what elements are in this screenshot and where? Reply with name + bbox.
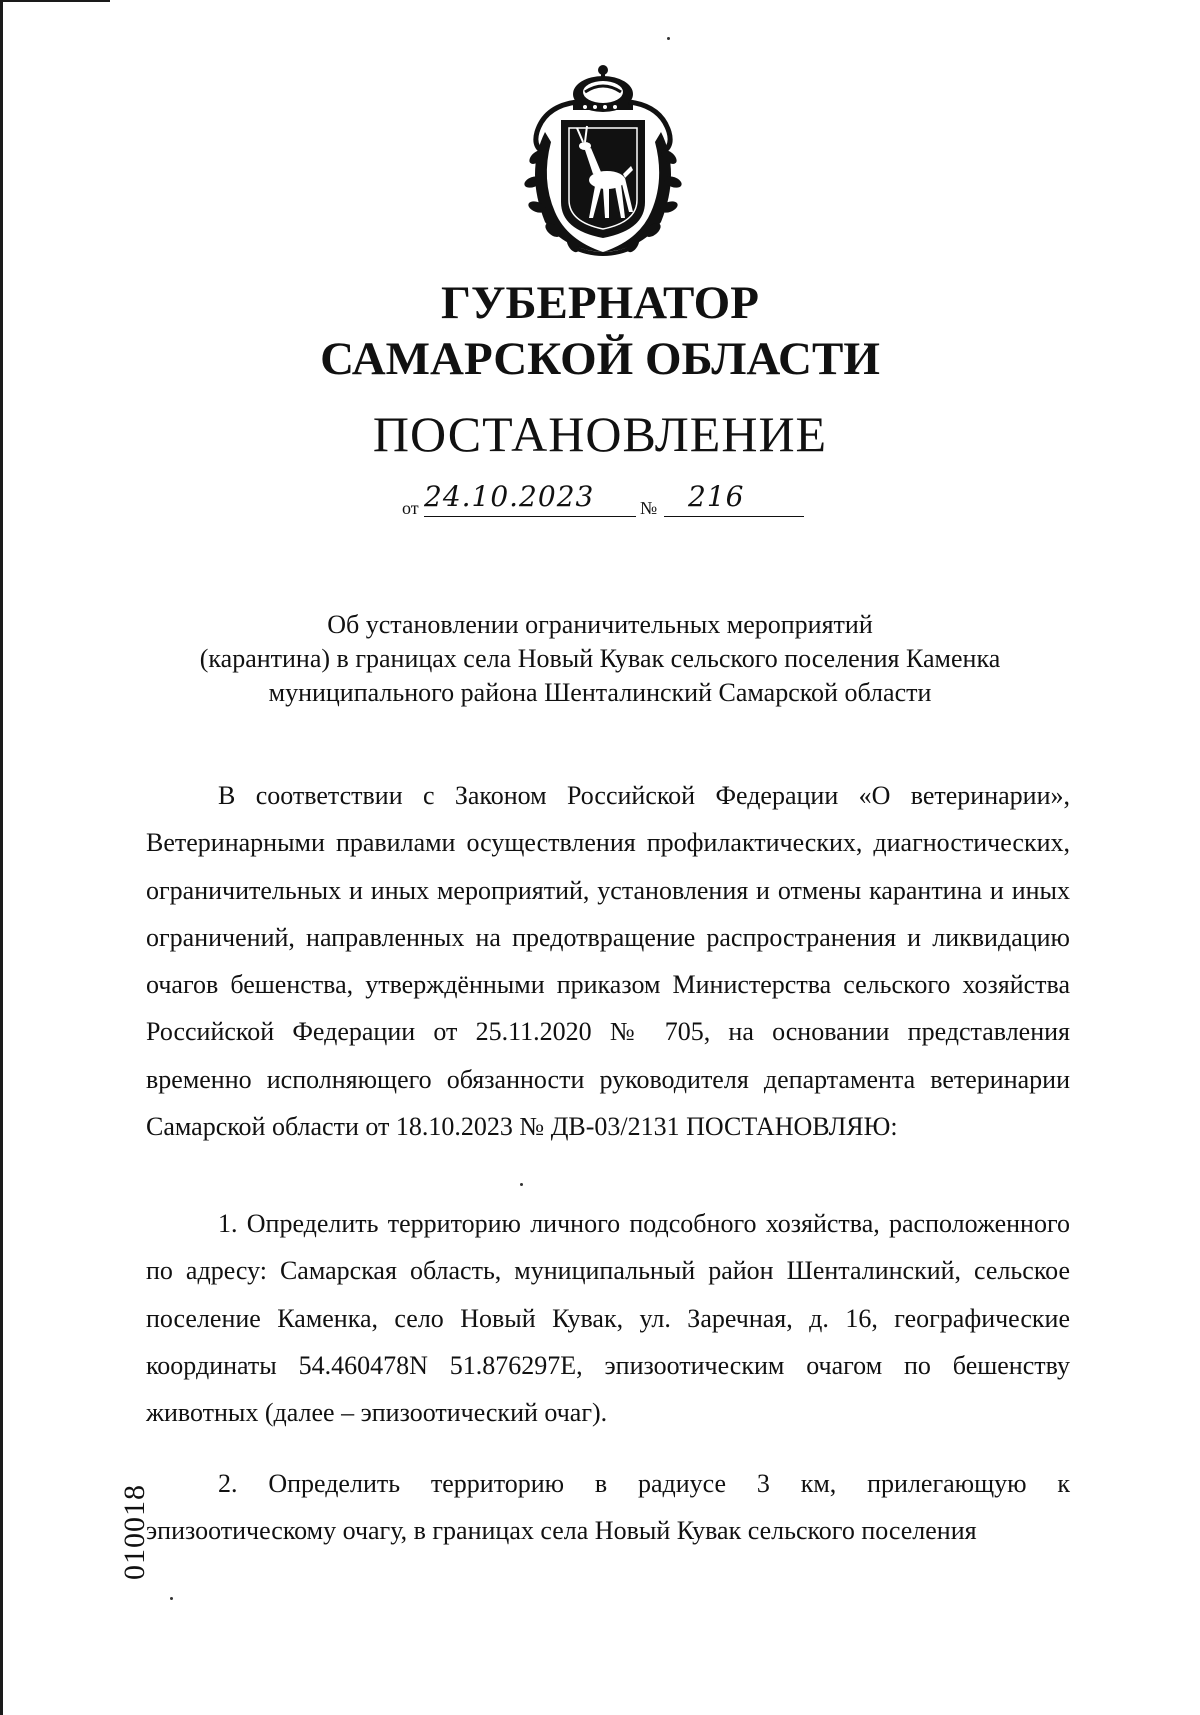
crown-icon xyxy=(573,65,633,112)
date-label: от xyxy=(402,498,419,518)
preamble-paragraph xyxy=(146,772,1070,1150)
scan-speck xyxy=(667,37,670,40)
document-type: ПОСТАНОВЛЕНИЕ xyxy=(372,406,828,462)
margin-stamp-number: 010018 xyxy=(118,1484,151,1580)
authority-title-line2: САМАРСКОЙ ОБЛАСТИ xyxy=(320,333,880,385)
title-line: (карантина) в границах села Новый Кувак сельского поселения Каменка xyxy=(199,644,1001,673)
title-line: муниципального района Шенталинский Самарской области xyxy=(268,678,932,707)
number-label: № xyxy=(640,498,658,518)
item-1-paragraph xyxy=(146,1200,1070,1436)
scan-speck xyxy=(170,1597,173,1600)
number-underline xyxy=(664,516,804,517)
item-1-text: 1. Определить территорию личного подсобного хозяйства, расположенного по адресу: Самарская область, муниципальный район Шенталинский, сельское поселение Каменка, село Новый Кувак, ул. Заречная, д. 16, географические координаты 54.460478N 51.876297E, эпизоотическим очагом по бешенству животных (далее – эпизоотический очаг). xyxy=(146,1209,1070,1428)
item-2-text: 2. Определить территорию в радиусе 3 км, прилегающую к эпизоотическому очагу, в границах села Новый Кувак сельского поселения xyxy=(146,1469,1070,1546)
scan-speck xyxy=(520,1183,523,1186)
item-2-paragraph xyxy=(146,1460,1070,1555)
document-title xyxy=(0,608,1200,710)
scan-top-edge xyxy=(0,0,110,2)
samara-coat-of-arms-icon xyxy=(515,62,691,262)
date-value: 24.10.2023 xyxy=(424,480,595,513)
number-value: 216 xyxy=(688,480,745,513)
date-underline xyxy=(424,516,636,517)
scan-left-edge xyxy=(0,0,3,1715)
preamble-text: В соответствии с Законом Российской Федерации «О ветеринарии», Ветеринарными правилами осуществления профилактических, диагностических, ограничительных и иных мероприятий, установления и отмены карантина и иных ограничений, направленных на предотвращение распространения и ликвидацию очагов бешенства, утверждёнными приказом Министерства сельского хозяйства Российской Федерации от 25.11.2020 № 705, на основании представления временно исполняющего обязанности руководителя департамента ветеринарии Самарской области от 18.10.2023 № ДВ-03/2131 ПОСТАНОВЛЯЮ: xyxy=(146,781,1070,1142)
authority-title-line1: ГУБЕРНАТОР xyxy=(441,277,759,329)
title-line: Об установлении ограничительных мероприятий xyxy=(327,610,873,639)
